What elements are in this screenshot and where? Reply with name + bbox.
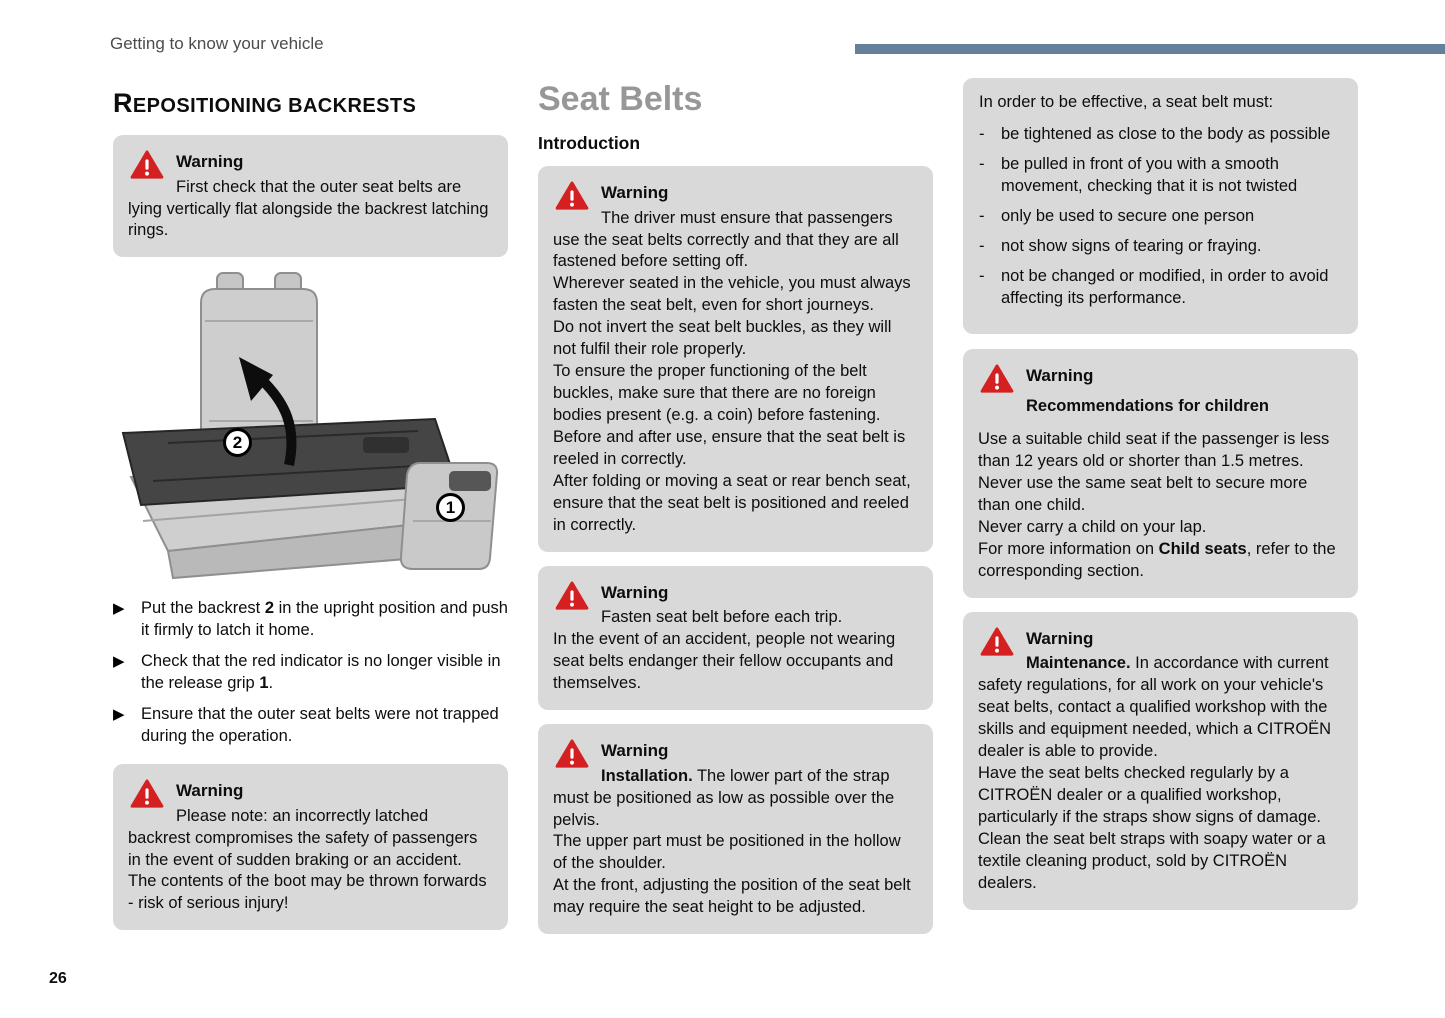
warning-paragraph: Before and after use, ensure that the seat belt is reeled in correctly.	[553, 427, 906, 468]
dash-bullet-icon: -	[979, 236, 985, 255]
step-item	[113, 598, 508, 642]
warning-paragraph: At the front, adjusting the position of the seat belt may require the seat height to be adjusted.	[553, 876, 911, 917]
section-title-seat-belts: Seat Belts	[538, 80, 703, 118]
warning-box-latched-backrest	[113, 764, 508, 930]
subsection-title-introduction: Introduction	[538, 133, 641, 153]
warning-box-driver	[538, 166, 933, 552]
figure-badge-1: 1	[436, 493, 465, 522]
warning-icon	[980, 627, 1014, 657]
warning-text-segment: For more information on	[978, 539, 1159, 558]
dash-bullet-icon: -	[979, 266, 985, 285]
section-title-text: REPOSITIONING BACKRESTS	[113, 88, 417, 118]
left-column	[113, 78, 508, 948]
seat-figure	[113, 271, 508, 586]
figure-badge-2: 2	[223, 428, 252, 457]
dash-item-text: not show signs of tearing or fraying.	[1001, 236, 1262, 255]
warning-title: Warning	[601, 183, 669, 202]
info-box-effective-belt	[963, 78, 1358, 334]
page-number: 26	[49, 970, 67, 987]
dash-list-item	[979, 124, 1342, 146]
warning-title: Warning	[1026, 365, 1094, 385]
warning-paragraph: Do not invert the seat belt buckles, as they will not fulfil their role properly.	[553, 318, 892, 359]
warning-paragraph: After folding or moving a seat or rear bench seat, ensure that the seat belt is positioned and reeled in correctly.	[553, 471, 911, 534]
triangle-bullet-icon: ▶	[113, 706, 125, 724]
warning-paragraph: Please note: an incorrectly latched backrest compromises the safety of passengers in the event of sudden braking or an accident.	[128, 806, 478, 869]
step-text-segment: Check that the red indicator is no longer visible in the release grip	[141, 652, 501, 693]
warning-paragraph: In the event of an accident, people not wearing seat belts endanger their fellow occupants and themselves.	[553, 630, 896, 693]
warning-icon	[555, 739, 589, 769]
warning-paragraph: First check that the outer seat belts are lying vertically flat alongside the backrest latching rings.	[128, 177, 489, 240]
warning-subtitle: Recommendations for children	[1026, 397, 1269, 416]
step-item	[113, 704, 508, 748]
chapter-header: Getting to know your vehicle	[110, 34, 324, 53]
info-intro: In order to be effective, a seat belt must:	[979, 93, 1274, 111]
warning-box-fasten	[538, 566, 933, 710]
warning-paragraph: Have the seat belts checked regularly by a CITROËN dealer or a qualified workshop, particularly if the straps show signs of damage.	[978, 763, 1321, 826]
dash-item-text: be pulled in front of you with a smooth movement, checking that it is not twisted	[1001, 154, 1298, 195]
warning-icon	[130, 779, 164, 809]
warning-icon	[555, 181, 589, 211]
section-title-repositioning-backrests	[113, 88, 508, 119]
warning-lead-rest: The lower part of the strap must be positioned as low as possible over the pelvis.	[553, 766, 895, 829]
dash-list-item	[979, 266, 1342, 310]
right-column	[963, 78, 1358, 948]
step-list	[113, 598, 508, 748]
warning-paragraph	[553, 766, 918, 832]
warning-box-maintenance	[963, 612, 1358, 910]
step-item	[113, 651, 508, 695]
warning-title: Warning	[176, 781, 244, 801]
warning-paragraph: The upper part must be positioned in the hollow of the shoulder.	[553, 832, 901, 873]
triangle-bullet-icon: ▶	[113, 653, 125, 671]
dash-list-item	[979, 154, 1342, 198]
warning-paragraph: Wherever seated in the vehicle, you must always fasten the seat belt, even for short journeys.	[553, 274, 911, 315]
step-text-bold: 1	[259, 674, 269, 693]
warning-box-children	[963, 349, 1358, 598]
warning-paragraph	[978, 653, 1343, 763]
accent-bar	[855, 44, 1445, 54]
step-text-bold: 2	[264, 599, 275, 618]
step-text-segment: in the upright position and push it firmly to latch it home.	[141, 599, 508, 640]
warning-paragraph: The driver must ensure that passengers use the seat belts correctly and that they are all fastened before setting off.	[553, 208, 899, 271]
dash-bullet-icon: -	[979, 206, 985, 225]
middle-column	[538, 78, 933, 948]
step-text-segment: Ensure that the outer seat belts were not trapped during the operation.	[141, 705, 499, 746]
warning-paragraph: Fasten seat belt before each trip.	[601, 608, 843, 627]
step-text	[141, 598, 508, 642]
dash-list-item	[979, 206, 1342, 228]
warning-title: Warning	[601, 582, 669, 602]
warning-lead-bold: Maintenance.	[1026, 654, 1131, 673]
warning-lead-rest: In accordance with current safety regulations, for all work on your vehicle's seat belts, contact a qualified workshop with the skills and equipment needed, which a CITROËN dealer is able to provide.	[978, 654, 1332, 760]
step-text	[141, 704, 508, 748]
step-text-segment: Put the backrest	[141, 599, 265, 618]
warning-paragraph: Clean the seat belt straps with soapy water or a textile cleaning product, sold by CITROËN dealers.	[978, 829, 1326, 892]
warning-box-installation	[538, 724, 933, 934]
seat-illustration	[113, 271, 508, 586]
warning-text-segment: , refer to the corresponding section.	[978, 539, 1336, 580]
step-text-segment: .	[268, 674, 274, 693]
triangle-bullet-icon: ▶	[113, 600, 125, 618]
warning-paragraph	[978, 539, 1343, 583]
warning-lead-bold: Installation.	[601, 766, 693, 785]
warning-paragraph: Use a suitable child seat if the passenger is less than 12 years old or shorter than 1.5 metres.	[978, 430, 1330, 470]
warning-text-bold: Child seats	[1158, 539, 1247, 558]
warning-paragraph: The contents of the boot may be thrown forwards - risk of serious injury!	[128, 872, 487, 913]
warning-box-flat-belts	[113, 135, 508, 257]
warning-paragraph: To ensure the proper functioning of the belt buckles, make sure that there are no foreign bodies present (e.g. a coin) before fastening.	[553, 362, 881, 425]
warning-title: Warning	[601, 741, 669, 761]
dash-item-text: be tightened as close to the body as possible	[1001, 124, 1331, 143]
warning-icon	[130, 150, 164, 180]
dash-list-item	[979, 236, 1342, 258]
warning-icon	[980, 364, 1014, 394]
warning-title: Warning	[176, 152, 244, 171]
dash-bullet-icon: -	[979, 154, 985, 173]
step-text	[141, 651, 508, 695]
warning-paragraph: Never carry a child on your lap.	[978, 517, 1207, 536]
dash-item-text: not be changed or modified, in order to avoid affecting its performance.	[1001, 266, 1329, 307]
columns	[113, 78, 1358, 948]
warning-icon	[555, 581, 589, 611]
warning-title: Warning	[1026, 628, 1094, 648]
warning-paragraph: Never use the same seat belt to secure more than one child.	[978, 473, 1308, 514]
dash-item-text: only be used to secure one person	[1001, 206, 1255, 225]
dash-bullet-icon: -	[979, 124, 985, 143]
